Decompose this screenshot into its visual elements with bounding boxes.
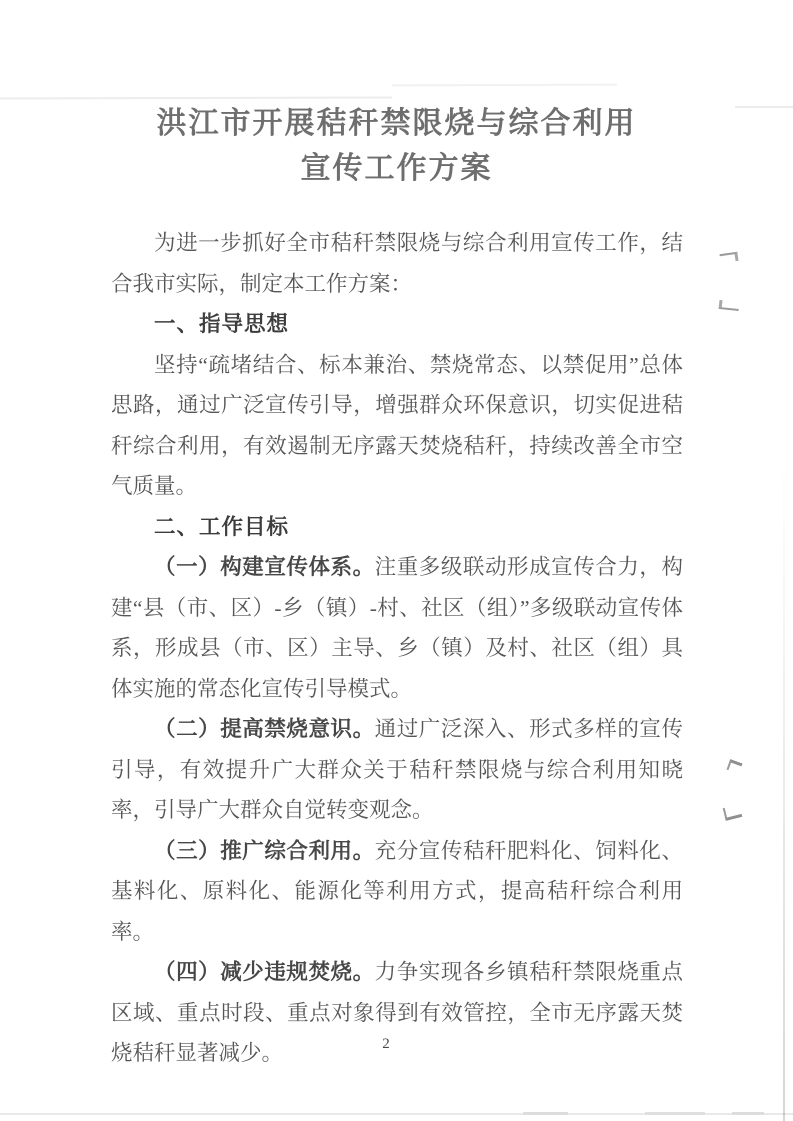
- paragraph-guiding-ideology-text: 坚持“疏堵结合、标本兼治、禁烧常态、以禁促用”总体思路，通过广泛宣传引导，增强群众环保意识，切实促进秸秆综合利用，有效遏制无序露天焚烧秸秆，持续改善全市空气质量。: [111, 352, 683, 498]
- document-title-line-1: 洪江市开展秸秆禁限烧与综合利用: [156, 107, 637, 140]
- scan-crease-segment-bottom-2: [645, 1112, 705, 1115]
- paragraph-goal-1-lead: （一）构建宣传体系。: [154, 555, 375, 579]
- paragraph-intro-text: 为进一步抓好全市秸秆禁限烧与综合利用宣传工作，结合我市实际，制定本工作方案：: [111, 231, 683, 296]
- paragraph-goal-2-text: 通过广泛深入、形式多样的宣传引导，有效提升广大群众关于秸秆禁限烧与综合利用知晓率，引导广大群众自觉转变观念。: [111, 717, 683, 822]
- paragraph-goal-4-lead: （四）减少违规焚烧。: [154, 960, 375, 984]
- scan-page-edge-shadow: [783, 450, 785, 1121]
- document-title: [0, 101, 793, 191]
- paragraph-goal-2-lead: （二）提高禁烧意识。: [154, 717, 375, 741]
- scan-crease-segment-bottom-3: [732, 1112, 764, 1115]
- paragraph-goal-1-text: 注重多级联动形成宣传合力，构建“县（市、区）-乡（镇）-村、社区（组）”多级联动宣传体系，形成县（市、区）主导、乡（镇）及村、社区（组）具体实施的常态化宣传引导模式。: [111, 555, 683, 701]
- paragraph-goal-2: [111, 709, 683, 831]
- scan-crease-line-top-mid: [392, 84, 617, 87]
- document-title-line-2: 宣传工作方案: [300, 152, 493, 185]
- paragraph-goal-3-lead: （三）推广综合利用。: [154, 838, 375, 863]
- paragraph-guiding-ideology: [111, 345, 683, 507]
- paragraph-goal-4: [111, 952, 683, 1074]
- scan-crease-line-top-left: [0, 96, 392, 99]
- page-number: 2: [382, 1036, 390, 1052]
- paragraph-goal-3-text: 充分宣传秸秆肥料化、饲料化、基料化、原料化、能源化等利用方式，提高秸秆综合利用率。: [111, 838, 683, 944]
- scan-smudge-mark-1: [719, 252, 738, 263]
- paragraph-goal-4-text: 力争实现各乡镇秸秆禁限烧重点区域、重点时段、重点对象得到有效管控，全市无序露天焚烧秸秆显著减少。: [111, 960, 683, 1065]
- scan-crease-line-bottom: [0, 1113, 793, 1115]
- scan-smudge-mark-2: [719, 300, 740, 311]
- heading-guiding-ideology: 一、指导思想: [154, 312, 290, 336]
- paragraph-goal-1: [111, 547, 683, 709]
- scan-crease-segment-bottom-1: [523, 1112, 568, 1115]
- scan-smudge-mark-3: [727, 759, 743, 774]
- heading-work-goals: 二、工作目标: [154, 514, 290, 539]
- paragraph-intro: [111, 223, 683, 304]
- scan-smudge-mark-4: [723, 804, 743, 821]
- paragraph-goal-3: [111, 831, 683, 953]
- document-body: [111, 223, 683, 1074]
